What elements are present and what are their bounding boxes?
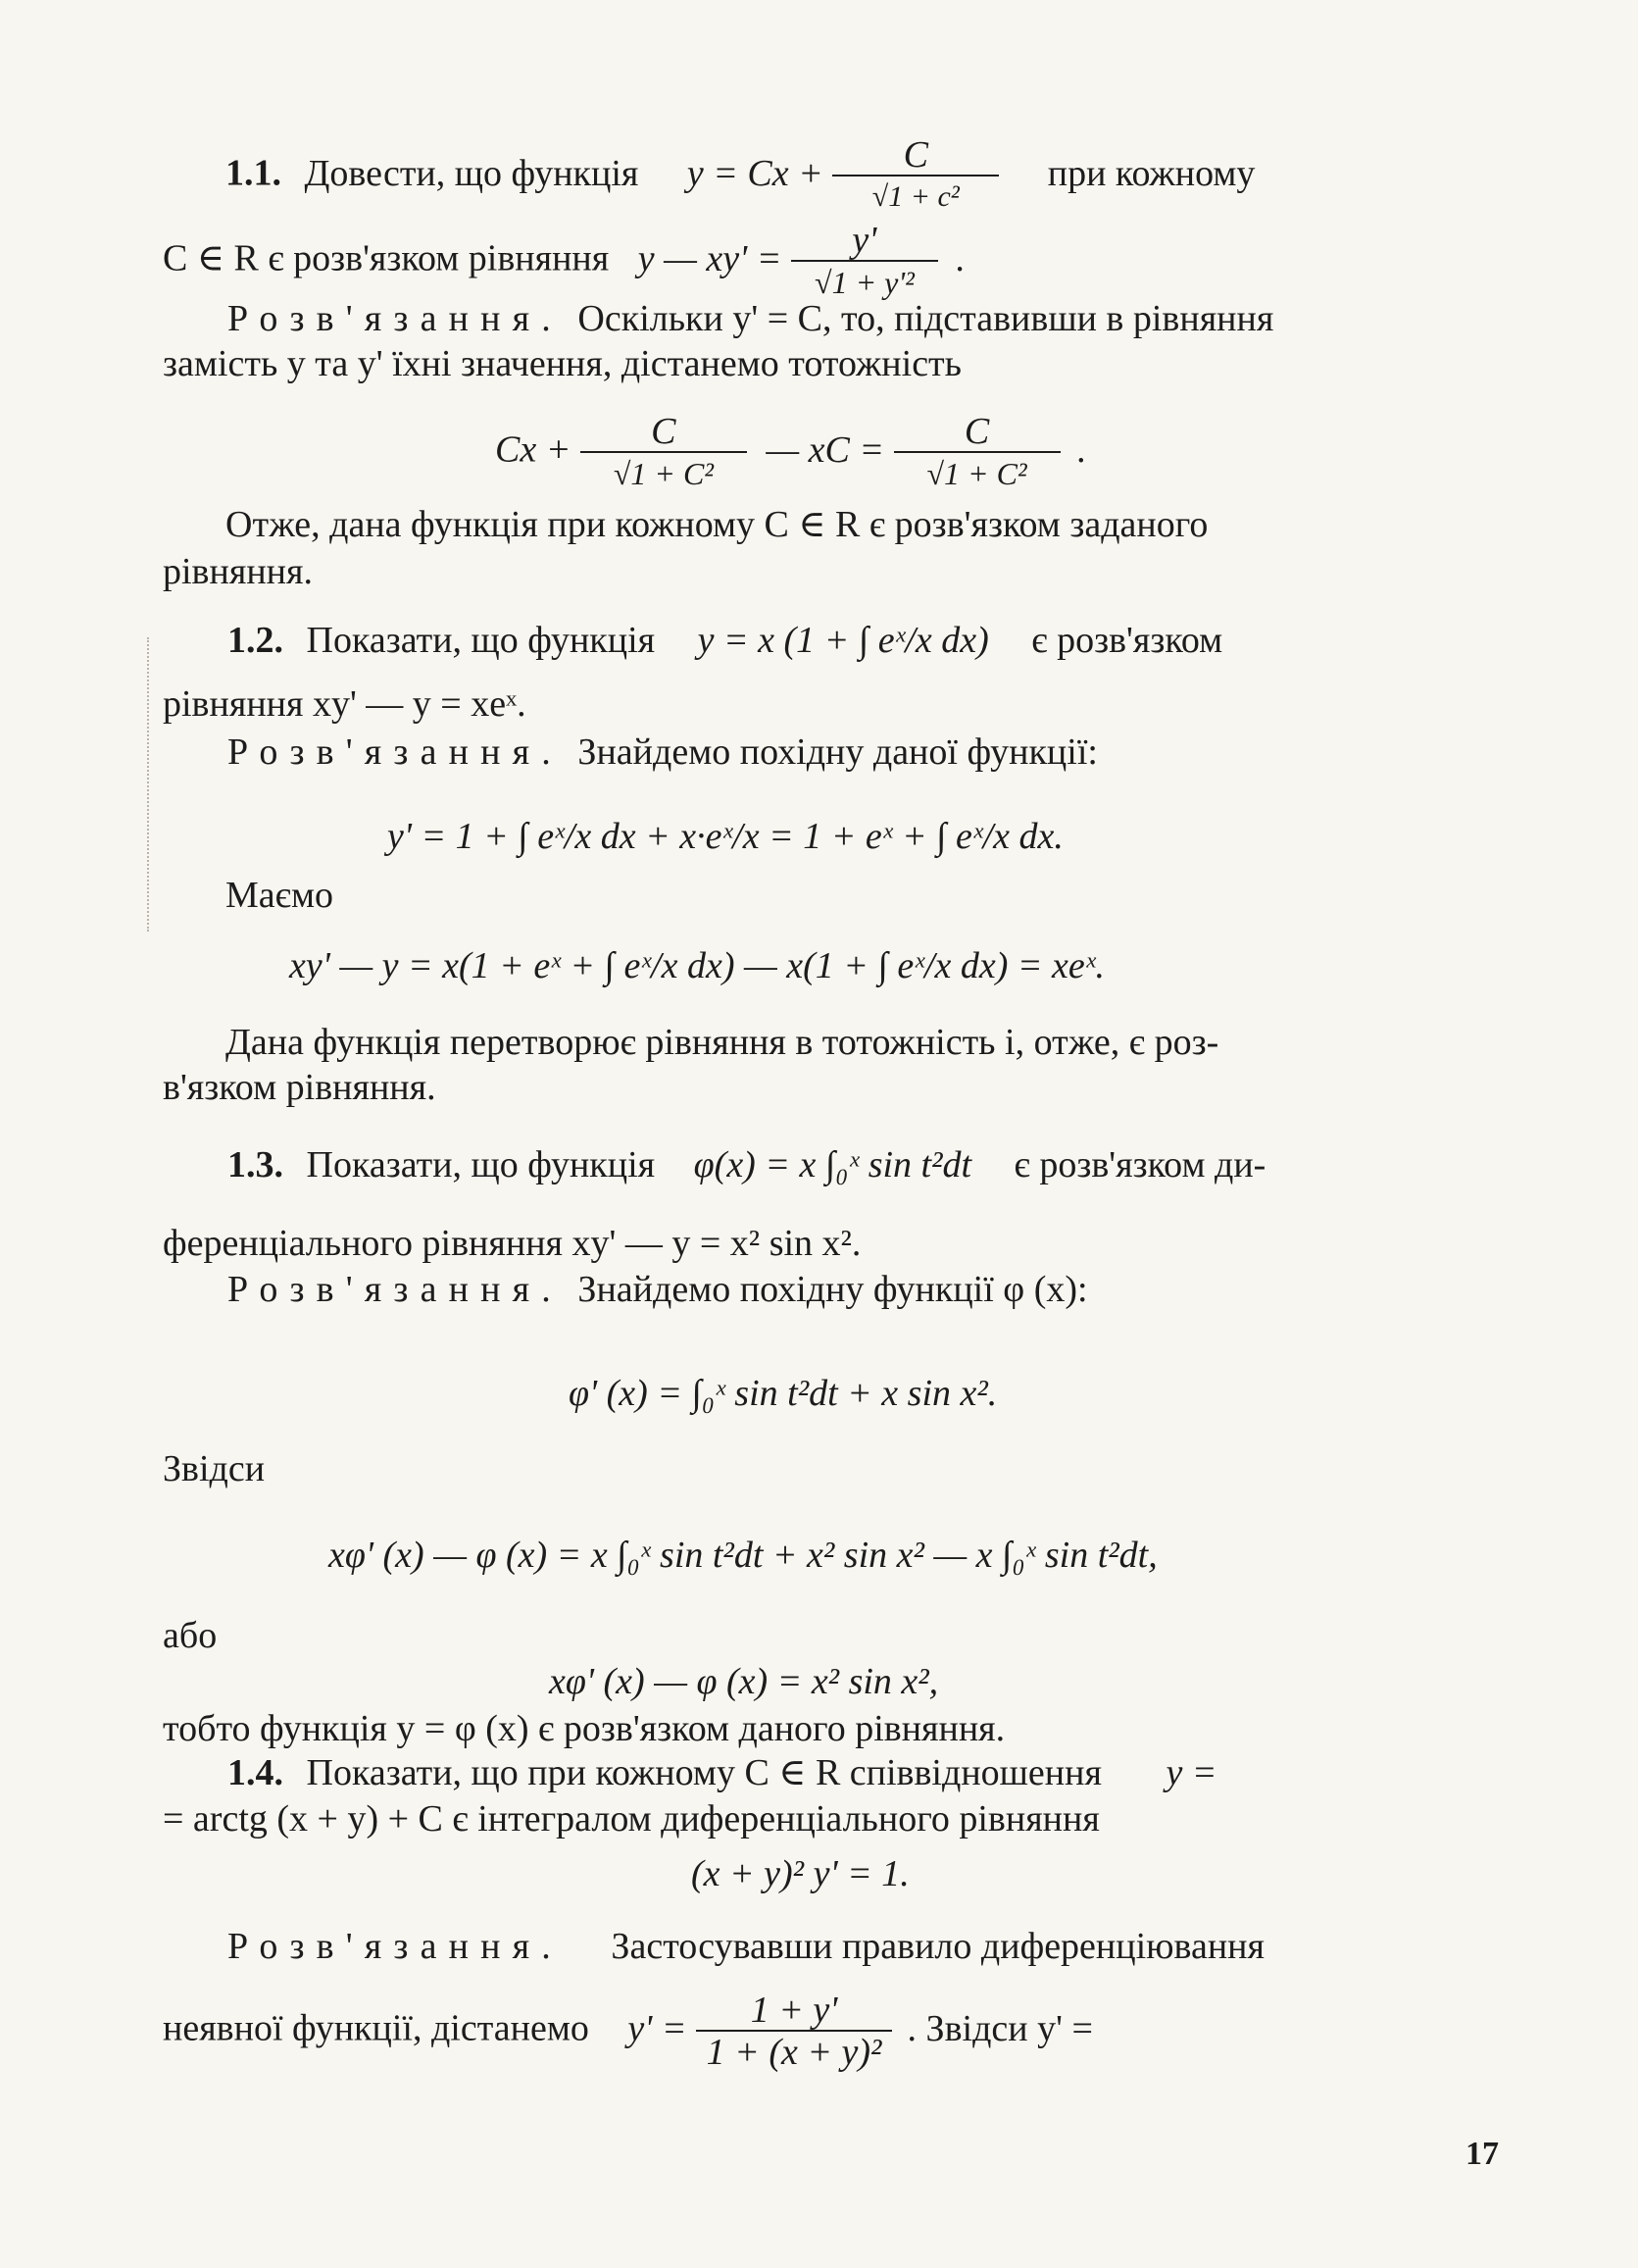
- problem-1-4-solution-line1: Розв'язання. Застосувавши правило диференціювання: [227, 1926, 1265, 1967]
- hence-label: Звідси: [163, 1448, 266, 1489]
- solution-label: Розв'язання.: [227, 298, 563, 339]
- problem-1-2-conclusion-line1: Дана функція перетворює рівняння в тотожність і, отже, є роз-: [225, 1022, 1219, 1063]
- ode-equation: (x + y)² y' = 1.: [691, 1853, 910, 1894]
- formula: φ(x) = x ∫₀ˣ sin t²dt: [693, 1144, 972, 1185]
- check-equation: xy' — y = x(1 + eˣ + ∫ eˣ/x dx) — x(1 + ∫ eˣ/x dx) = xeˣ.: [289, 945, 1105, 986]
- problem-1-4-statement-line1: 1.4. Показати, що при кожному C ∈ R співвідношення y =: [227, 1752, 1217, 1793]
- fraction: $\frac{1 + y'}{\text{1 + (x + y)²}}$: [696, 1991, 892, 2073]
- page-fold-shadow: [147, 637, 163, 932]
- solution-label: Розв'язання.: [227, 731, 563, 773]
- problem-number: 1.1.: [225, 152, 281, 194]
- fraction: $\frac{C}{\text{√1 + c²}}$: [832, 135, 999, 218]
- problem-1-3-solution-line1: Розв'язання. Знайдемо похідну функції φ (x):: [227, 1269, 1088, 1310]
- or-label: або: [163, 1615, 218, 1656]
- calculation-equation: xφ' (x) — φ (x) = x ∫₀ˣ sin t²dt + x² sin x² — x ∫₀ˣ sin t²dt,: [328, 1535, 1158, 1576]
- problem-1-4-statement-line2: = arctg (x + y) + C є інтегралом диференціального рівняння: [163, 1798, 1100, 1840]
- problem-1-2-statement-line1: 1.2. Показати, що функція y = x (1 + ∫ eˣ/x dx) є розв'язком: [227, 620, 1223, 661]
- page-number: 17: [1465, 2136, 1499, 2172]
- solution-label: Розв'язання.: [227, 1269, 563, 1310]
- derivative-equation: y' = 1 + ∫ eˣ/x dx + x·eˣ/x = 1 + eˣ + ∫ eˣ/x dx.: [387, 816, 1064, 857]
- derivative-equation: φ' (x) = ∫₀ˣ sin t²dt + x sin x².: [569, 1373, 998, 1414]
- problem-1-2-solution-line1: Розв'язання. Знайдемо похідну даної функції:: [227, 731, 1098, 773]
- problem-1-1-conclusion-line2: рівняння.: [163, 551, 313, 592]
- identity-equation: Cx + $\frac{C}{\text{√1 + C²}}$ — xC = $\frac{C}{\text{√1 + C²}}$ .: [495, 412, 1087, 494]
- text: Довести, що функція: [304, 152, 639, 194]
- formula: y = x (1 + ∫ eˣ/x dx): [697, 620, 989, 661]
- problem-1-2-statement-line2: рівняння xy' — y = xeˣ.: [163, 683, 526, 725]
- problem-number: 1.2.: [227, 620, 283, 661]
- fraction: $\frac{C}{\text{√1 + C²}}$: [580, 412, 747, 494]
- problem-number: 1.3.: [227, 1144, 283, 1185]
- fraction: $\frac{y'}{\text{√1 + y'²}}$: [791, 221, 938, 303]
- problem-number: 1.4.: [227, 1752, 283, 1793]
- problem-1-4-solution-line2: неявної функції, дістанемо y' = $\frac{1 + y'}{\text{1 + (x + y)²}}$ . Звідси y' =: [163, 1990, 1093, 2073]
- problem-1-2-conclusion-line2: в'язком рівняння.: [163, 1067, 436, 1108]
- problem-1-3-statement-line2: ференціального рівняння xy' — y = x² sin x².: [163, 1223, 862, 1264]
- problem-1-1-statement-line2: C ∈ R є розв'язком рівняння y — xy' = $\frac{y'}{\text{√1 + y'²}}$ .: [163, 221, 965, 303]
- solution-label: Розв'язання.: [227, 1926, 563, 1967]
- fraction: $\frac{C}{\text{√1 + C²}}$: [894, 412, 1061, 494]
- formula: y = Cx + $\frac{C}{\text{√1 + c²}}$: [687, 153, 1009, 194]
- problem-1-1-solution-line1: Розв'язання. Оскільки y' = C, то, підставивши в рівняння: [227, 298, 1274, 339]
- have-label: Маємо: [225, 875, 334, 916]
- problem-1-1-statement-line1: [225, 135, 1255, 218]
- result-equation: xφ' (x) — φ (x) = x² sin x²,: [549, 1661, 939, 1702]
- problem-1-3-statement-line1: 1.3. Показати, що функція φ(x) = x ∫₀ˣ sin t²dt є розв'язком ди-: [227, 1144, 1266, 1185]
- problem-1-1-solution-line2: замість y та y' їхні значення, дістанемо тотожність: [163, 343, 962, 384]
- problem-1-1-conclusion-line1: Отже, дана функція при кожному C ∈ R є розв'язком заданого: [225, 504, 1209, 545]
- problem-1-3-conclusion: тобто функція y = φ (x) є розв'язком даного рівняння.: [163, 1708, 1006, 1749]
- text: при кожному: [1047, 152, 1256, 194]
